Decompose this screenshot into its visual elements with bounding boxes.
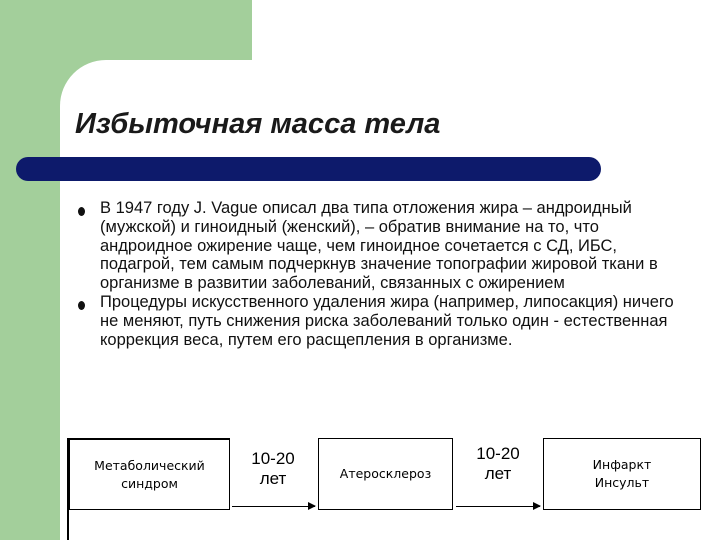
bullet-dot-icon: [78, 207, 85, 216]
flow-interval-1: [238, 449, 308, 489]
bullet-list: [72, 199, 682, 349]
bullet-text: Процедуры искусственного удаления жира (например, липосакция) ничего не меняют, путь снижения риска заболеваний только один - естественная коррекция веса, путем его расщепления в организме.: [100, 292, 674, 349]
interval-unit: лет: [484, 464, 512, 483]
title-underline-bar: [16, 157, 601, 181]
flow-box-metabolic-syndrome: [68, 438, 230, 510]
flow-box-line: Инфаркт: [592, 457, 652, 472]
flow-box-atherosclerosis: [318, 438, 453, 510]
flow-arrow-icon: [232, 506, 315, 507]
flow-box-line: Атеросклероз: [339, 466, 432, 481]
bullet-item: [72, 199, 682, 293]
interval-years: 10-20: [476, 444, 520, 463]
bullet-dot-icon: [78, 301, 85, 310]
interval-years: 10-20: [251, 449, 295, 468]
flow-box-infarction-stroke: [543, 438, 701, 510]
flow-box-line: Метаболический: [94, 457, 205, 473]
bullet-item: [72, 293, 682, 349]
slide-title: Избыточная масса тела: [75, 108, 441, 140]
interval-unit: лет: [259, 469, 287, 488]
flow-box-line: синдром: [121, 475, 178, 491]
flow-box-line: Инсульт: [594, 475, 650, 490]
flow-arrow-icon: [456, 506, 540, 507]
flow-interval-2: [463, 444, 533, 484]
bullet-text: В 1947 году J. Vague описал два типа отложения жира – андроидный (мужской) и гиноидный (женский), – обратив внимание на то, что андроидное ожирение чаще, чем гиноидное сочетается с СД, ИБС, подагрой, тем самым подчеркнув значение топографии жировой ткани в организме в развитии заболеваний, связанных с ожирением: [100, 199, 658, 293]
